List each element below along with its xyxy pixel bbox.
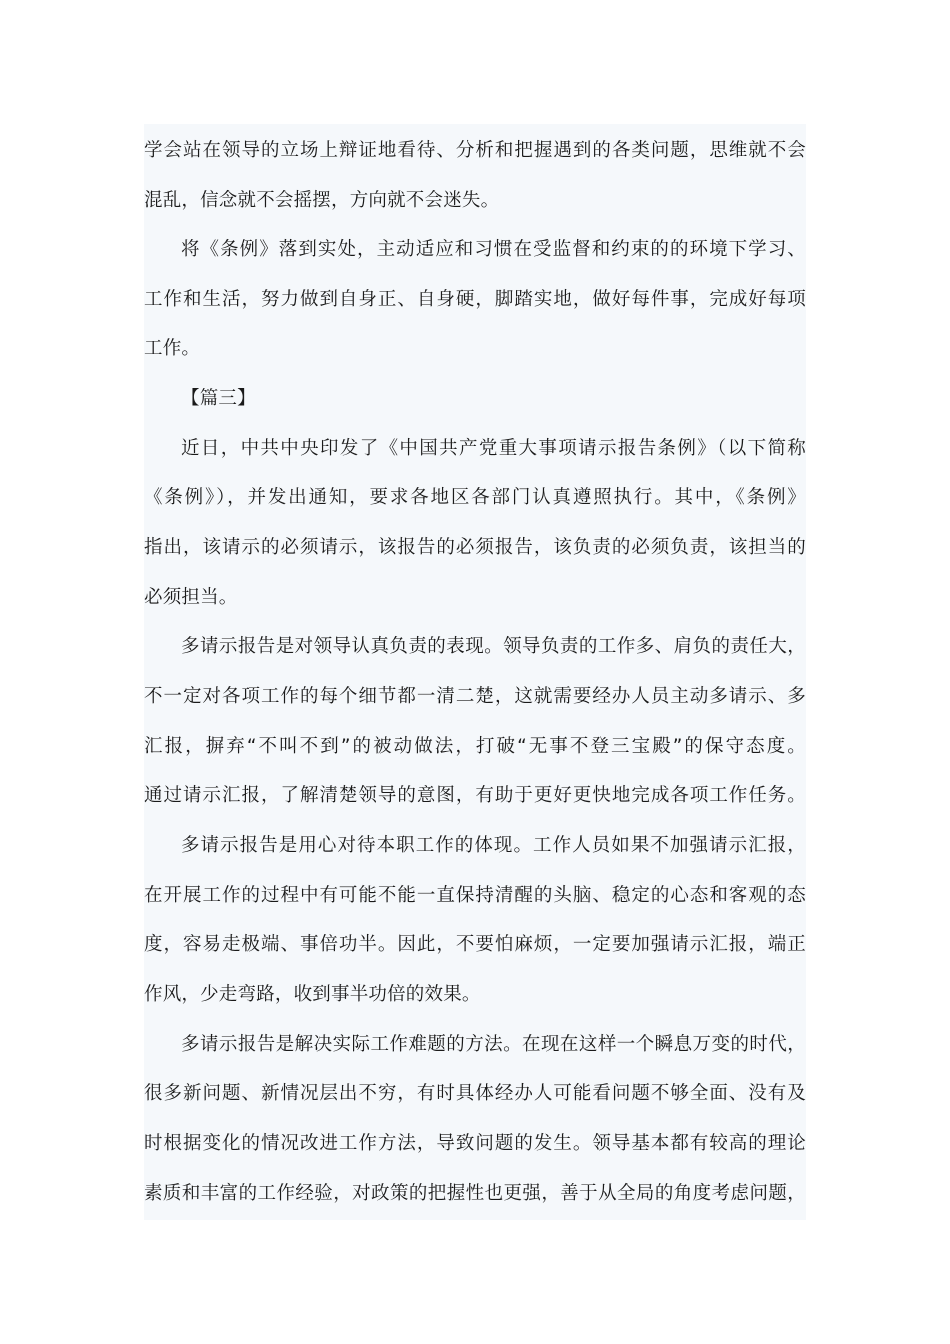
text-line: 将《条例》落到实处，主动适应和习惯在受监督和约束的的环境下学习、 [181, 239, 806, 260]
text-line: 工作。 [144, 338, 201, 359]
text-line: 作风，少走弯路，收到事半功倍的效果。 [144, 984, 481, 1005]
text-line: 很多新问题、新情况层出不穷，有时具体经办人可能看问题不够全面、没有及 [144, 1083, 806, 1104]
text-line: 汇报，摒弃“不叫不到”的被动做法，打破“无事不登三宝殿”的保守态度。 [144, 736, 806, 757]
text-line: 学会站在领导的立场上辩证地看待、分析和把握遇到的各类问题，思维就不会 [144, 140, 806, 161]
text-line: 度，容易走极端、事倍功半。因此，不要怕麻烦，一定要加强请示汇报，端正 [144, 934, 806, 955]
text-line: 必须担当。 [144, 587, 238, 608]
text-line: 《条例》），并发出通知，要求各地区各部门认真遵照执行。其中，《条例》 [144, 487, 806, 508]
text-line: 近日，中共中央印发了《中国共产党重大事项请示报告条例》（以下简称 [181, 438, 806, 459]
text-line: 多请示报告是解决实际工作难题的方法。在现在这样一个瞬息万变的时代， [181, 1034, 806, 1055]
text-line: 多请示报告是用心对待本职工作的体现。工作人员如果不加强请示汇报， [181, 835, 806, 856]
text-line: 指出，该请示的必须请示，该报告的必须报告，该负责的必须负责，该担当的 [144, 537, 806, 558]
text-line: 工作和生活，努力做到自身正、自身硬，脚踏实地，做好每件事，完成好每项 [144, 289, 806, 310]
section-heading: 【篇三】 [181, 388, 256, 409]
text-line: 素质和丰富的工作经验，对政策的把握性也更强，善于从全局的角度考虑问题， [144, 1183, 806, 1204]
text-line: 通过请示汇报，了解清楚领导的意图，有助于更好更快地完成各项工作任务。 [144, 785, 806, 806]
document-text-block [144, 124, 806, 1220]
text-line: 时根据变化的情况改进工作方法，导致问题的发生。领导基本都有较高的理论 [144, 1133, 806, 1154]
text-line: 不一定对各项工作的每个细节都一清二楚，这就需要经办人员主动多请示、多 [144, 686, 806, 707]
text-line: 多请示报告是对领导认真负责的表现。领导负责的工作多、肩负的责任大， [181, 636, 806, 657]
text-line: 在开展工作的过程中有可能不能一直保持清醒的头脑、稳定的心态和客观的态 [144, 885, 806, 906]
text-line: 混乱，信念就不会摇摆，方向就不会迷失。 [144, 190, 500, 211]
